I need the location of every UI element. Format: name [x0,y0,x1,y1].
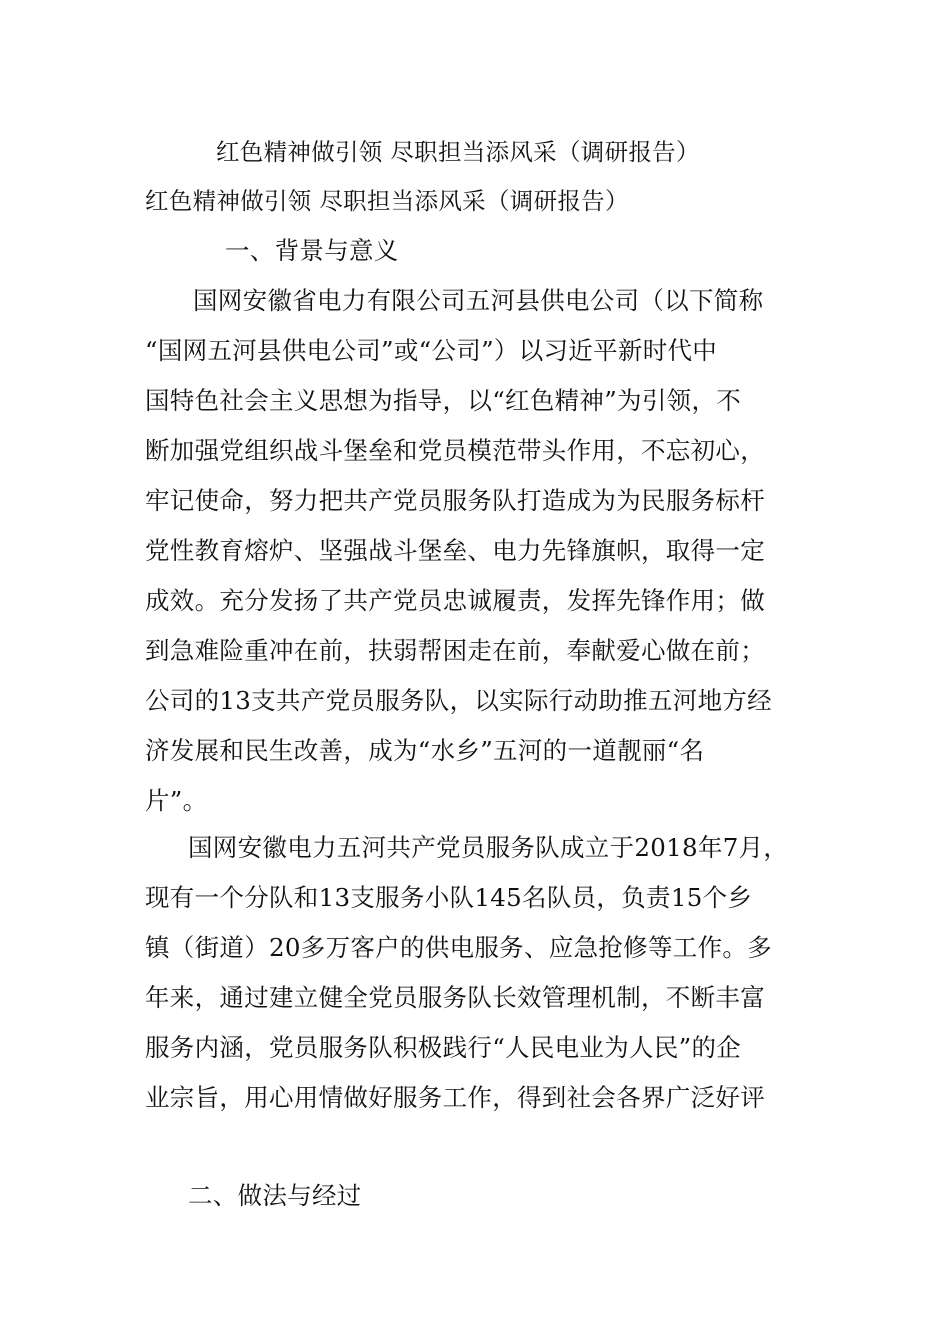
section-heading-background: 一、背景与意义 [225,236,399,265]
paragraph-line: 国网安徽省电力有限公司五河县供电公司（以下简称 [193,286,764,315]
paragraph-line: 业宗旨，用心用情做好服务工作，得到社会各界广泛好评 [145,1083,765,1112]
paragraph-line: 现有一个分队和13支服务小队145名队员，负责15个乡 [145,883,753,912]
document-title: 红色精神做引领 尽职担当添风采（调研报告） [216,138,700,166]
paragraph-line: 年来，通过建立健全党员服务队长效管理机制，不断丰富 [145,983,765,1012]
paragraph-line: 党性教育熔炉、坚强战斗堡垒、电力先锋旗帜，取得一定 [145,536,765,565]
paragraph-line: 成效。充分发扬了共产党员忠诚履责，发挥先锋作用；做 [145,586,765,615]
paragraph-line: 国网安徽电力五河共产党员服务队成立于2018年7月， [188,833,789,862]
paragraph-line: 牢记使命，努力把共产党员服务队打造成为为民服务标杆 [145,486,765,515]
document-subtitle: 红色精神做引领 尽职担当添风采（调研报告） [145,187,629,215]
paragraph-line: 公司的13支共产党员服务队，以实际行动助推五河地方经 [145,686,772,715]
paragraph-line: 片”。 [145,786,208,815]
paragraph-line: 国特色社会主义思想为指导，以“红色精神”为引领，不 [145,386,742,415]
paragraph-line: 镇（街道）20多万客户的供电服务、应急抢修等工作。多 [145,933,772,962]
paragraph-line: 到急难险重冲在前，扶弱帮困走在前，奉献爱心做在前； [145,636,765,665]
paragraph-line: “国网五河县供电公司”或“公司”）以习近平新时代中 [145,336,718,365]
paragraph-line: 服务内涵，党员服务队积极践行“人民电业为人民”的企 [145,1033,742,1062]
paragraph-line: 断加强党组织战斗堡垒和党员模范带头作用，不忘初心， [145,436,765,465]
section-heading-practice: 二、做法与经过 [188,1181,362,1210]
paragraph-line: 济发展和民生改善，成为“水乡”五河的一道靓丽“名 [145,736,705,765]
